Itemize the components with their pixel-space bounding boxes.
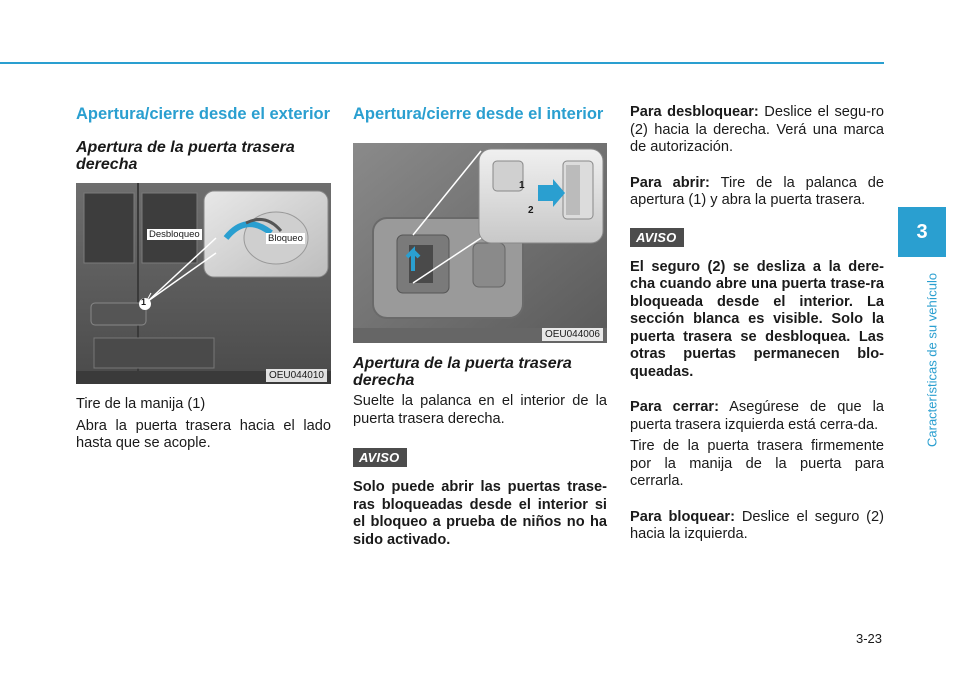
text-close-instruction: Asegúrese de que la puerta trasera izquierda está cerra-da.: [630, 399, 884, 433]
column-exterior: [76, 106, 331, 453]
figure-interior-lever: [353, 143, 607, 343]
exterior-door-illustration: [76, 183, 331, 384]
page-number: 3-23: [856, 631, 883, 646]
instruction-close: [630, 399, 884, 434]
instruction-open: [630, 175, 884, 210]
label-unlock: Desbloqueo: [149, 229, 200, 240]
text-lock-instruction: Deslice el seguro (2) hacia la izquierda.: [630, 508, 885, 542]
instruction-pull-handle: Tire de la manija (1): [76, 396, 206, 412]
column-interior: [353, 106, 607, 549]
section-heading-exterior: Apertura/cierre desde el exterior: [76, 105, 331, 123]
aviso-badge: AVISO: [630, 228, 684, 247]
aviso-badge: AVISO: [353, 448, 407, 467]
callout-1-interior: 1: [519, 180, 525, 191]
figure-caption-interior: OEU044006: [542, 328, 603, 341]
text-unlock-instruction: Deslice el segu-ro (2) hacia la derecha. Verá una marca de autorización.: [630, 104, 884, 155]
text-open-instruction: Tire de la palanca de apertura (1) y abra la puerta trasera.: [630, 174, 884, 208]
warning-lock-slides: El seguro (2) se desliza a la dere-cha cuando abre una puerta trase-ra bloqueada desde el interior. La sección blanca es visible. Solo la puerta trasera se desbloquea. Las otras puertas permanecen blo-queadas.: [630, 258, 884, 380]
instruction-unlock: [630, 104, 884, 157]
interior-lever-illustration: [353, 143, 607, 343]
aviso-block-instructions: [630, 228, 884, 247]
label-unlock-instruction: Para desbloquear:: [630, 104, 759, 120]
warning-child-lock: Solo puede abrir las puertas trase-ras bloqueadas desde el interior si el bloqueo a prueba de niños no ha sido activado.: [353, 479, 607, 548]
top-rule: [0, 62, 884, 64]
subheading-rear-door-interior: Apertura de la puerta trasera derecha: [353, 355, 572, 389]
instruction-lock: [630, 509, 884, 544]
instruction-close-firmly: Tire de la puerta trasera firmemente por la manija de la puerta para cerrarla.: [630, 438, 884, 489]
figure-exterior-handle: [76, 183, 331, 384]
instruction-open-door: Abra la puerta trasera hacia el lado hasta que se acople.: [76, 417, 331, 451]
callout-2-interior: 2: [528, 205, 534, 216]
aviso-block-interior: [353, 448, 607, 467]
label-lock: Bloqueo: [268, 233, 303, 244]
chapter-title: Características de su vehículo: [924, 272, 940, 448]
instruction-release-lever: Suelte la palanca en el interior de la puerta trasera derecha.: [353, 393, 607, 427]
label-close-instruction: Para cerrar:: [630, 399, 719, 415]
callout-1-exterior: 1: [141, 297, 147, 307]
label-lock-instruction: Para bloquear:: [630, 508, 735, 525]
column-instructions: [630, 104, 884, 544]
subheading-rear-door-exterior: Apertura de la puerta trasera derecha: [76, 139, 295, 173]
figure-caption-exterior: OEU044010: [266, 369, 327, 382]
label-open-instruction: Para abrir:: [630, 174, 710, 191]
section-heading-interior: Apertura/cierre desde el interior: [353, 105, 604, 123]
chapter-tab: 3: [898, 207, 946, 257]
